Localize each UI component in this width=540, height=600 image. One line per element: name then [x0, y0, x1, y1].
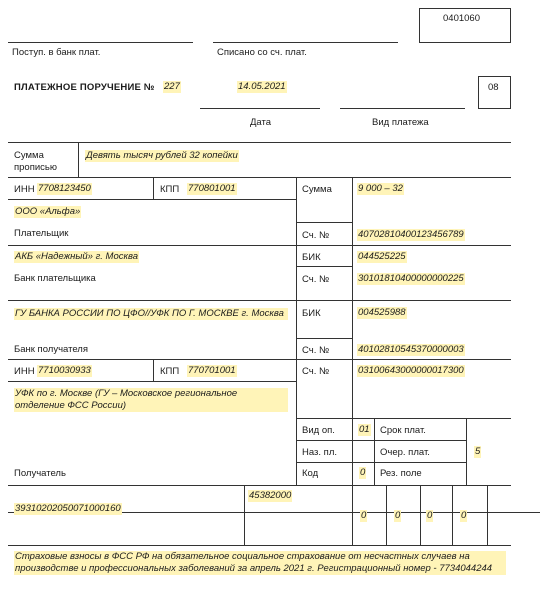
- codes-line-1: [296, 440, 466, 441]
- op-type-label: Вид оп.: [302, 425, 335, 436]
- received-line: [8, 42, 193, 43]
- payer-inn: 7708123450: [38, 183, 91, 194]
- payment-type-line: [340, 108, 465, 109]
- recipient-inn-line: [8, 381, 296, 382]
- payer-name: ООО «Альфа»: [15, 206, 81, 217]
- payment-purpose: Страховые взносы в ФСС РФ на обязательное социальное страхование от несчастных случаев на производстве и профессиональных заболеваний за апрель 2021 г. Регистрационный номер - 7734044244: [14, 551, 506, 575]
- amount-value: 9 000 – 32: [358, 183, 403, 194]
- status-code: 08: [488, 82, 499, 93]
- due-date-label: Срок плат.: [380, 425, 426, 436]
- recipient-bank-account: 40102810545370000003: [358, 344, 464, 355]
- reserve-label: Рез. поле: [380, 468, 422, 479]
- codes-divider-mid: [352, 418, 353, 485]
- order-date: 14.05.2021: [238, 81, 286, 92]
- priority-label: Очер. плат.: [380, 447, 430, 458]
- date-label: Дата: [250, 117, 272, 128]
- amount-line: [296, 222, 352, 223]
- payer-bik: 044525225: [358, 251, 406, 262]
- payer-inn-line: [8, 199, 296, 200]
- recipient-bank-account-label: Сч. №: [302, 345, 330, 356]
- recipient-bik: 004525988: [358, 307, 406, 318]
- recipient-inn: 7710030933: [38, 365, 91, 376]
- payer-corr-account-label: Сч. №: [302, 274, 330, 285]
- amount-words-divider: [78, 142, 79, 177]
- codes-line-2: [296, 462, 466, 463]
- tax-field-1: 0: [361, 510, 367, 521]
- payer-corr-account: 30101810400000000225: [358, 273, 464, 284]
- recipient-inn-label: ИНН: [14, 366, 35, 377]
- tax-row-top: [8, 485, 511, 486]
- oktmo: 45382000: [249, 490, 292, 501]
- payer-label: Плательщик: [14, 228, 69, 239]
- received-label: Поступ. в банк плат.: [12, 47, 101, 58]
- payer-inn-label: ИНН: [14, 184, 35, 195]
- tax-divider-1: [244, 485, 245, 545]
- amount-label: Сумма: [302, 184, 332, 195]
- recipient-bik-line: [296, 338, 352, 339]
- column-divider-1: [296, 177, 297, 419]
- debited-label: Списано со сч. плат.: [217, 47, 307, 58]
- tax-row-bottom: [8, 545, 511, 546]
- tax-field-4: 0: [461, 510, 467, 521]
- payer-bik-label: БИК: [302, 252, 321, 263]
- recipient-label: Получатель: [14, 468, 66, 479]
- tax-divider-3: [386, 485, 387, 545]
- payer-bik-line: [296, 266, 352, 267]
- payer-account-label: Сч. №: [302, 230, 330, 241]
- recipient-kpp-label: КПП: [160, 366, 180, 377]
- payer-bank: АКБ «Надежный» г. Москва: [15, 251, 139, 262]
- column-divider-2: [352, 177, 353, 419]
- payer-account-line: [296, 245, 511, 246]
- payer-inn-divider: [153, 177, 154, 199]
- codes-divider-right: [374, 418, 375, 485]
- recipient-bank: ГУ БАНКА РОССИИ ПО ЦФО//УФК ПО Г. МОСКВЕ г. Москва: [14, 308, 288, 320]
- amount-words-label-1: Сумма: [14, 150, 44, 161]
- date-line: [200, 108, 320, 109]
- payer-kpp-label: КПП: [160, 184, 180, 195]
- recipient-kpp: 770701001: [188, 365, 236, 376]
- recipient-name: УФК по г. Москве (ГУ – Московское региональное отделение ФСС России): [14, 388, 288, 412]
- op-type: 01: [359, 424, 370, 435]
- tax-divider-2: [352, 485, 353, 545]
- tax-field-2: 0: [395, 510, 401, 521]
- grid-line-top: [8, 142, 511, 143]
- codes-divider-far: [466, 418, 467, 485]
- payer-bank-label: Банк плательщика: [14, 273, 96, 284]
- payer-kpp: 770801001: [188, 183, 236, 194]
- page-title: ПЛАТЕЖНОЕ ПОРУЧЕНИЕ №: [14, 82, 155, 93]
- tax-divider-4: [420, 485, 421, 545]
- amount-words-line: [8, 177, 511, 178]
- kbk: 39310202050071000160: [15, 503, 121, 514]
- recipient-bank-label: Банк получателя: [14, 344, 88, 355]
- code: 0: [360, 467, 366, 478]
- payer-line: [8, 245, 296, 246]
- payer-account: 40702810400123456789: [358, 229, 464, 240]
- purpose-code-label: Наз. пл.: [302, 447, 337, 458]
- recipient-account-label: Сч. №: [302, 366, 330, 377]
- codes-divider-left: [296, 418, 297, 485]
- code-label: Код: [302, 468, 319, 479]
- tax-divider-6: [487, 485, 488, 545]
- amount-words: Девять тысяч рублей 32 копейки: [86, 150, 238, 161]
- amount-words-label-2: прописью: [14, 162, 57, 173]
- debited-line: [213, 42, 398, 43]
- recipient-account: 03100643000000017300: [358, 365, 464, 376]
- form-code: 0401060: [443, 13, 480, 24]
- order-number: 227: [164, 81, 180, 92]
- tax-divider-5: [452, 485, 453, 545]
- payer-bank-line: [8, 300, 511, 301]
- recipient-bank-line: [8, 359, 511, 360]
- payment-type-label: Вид платежа: [372, 117, 429, 128]
- priority: 5: [475, 446, 481, 457]
- recipient-inn-divider: [153, 359, 154, 381]
- tax-field-3: 0: [427, 510, 433, 521]
- recipient-bik-label: БИК: [302, 308, 321, 319]
- recipient-account-line: [296, 418, 511, 419]
